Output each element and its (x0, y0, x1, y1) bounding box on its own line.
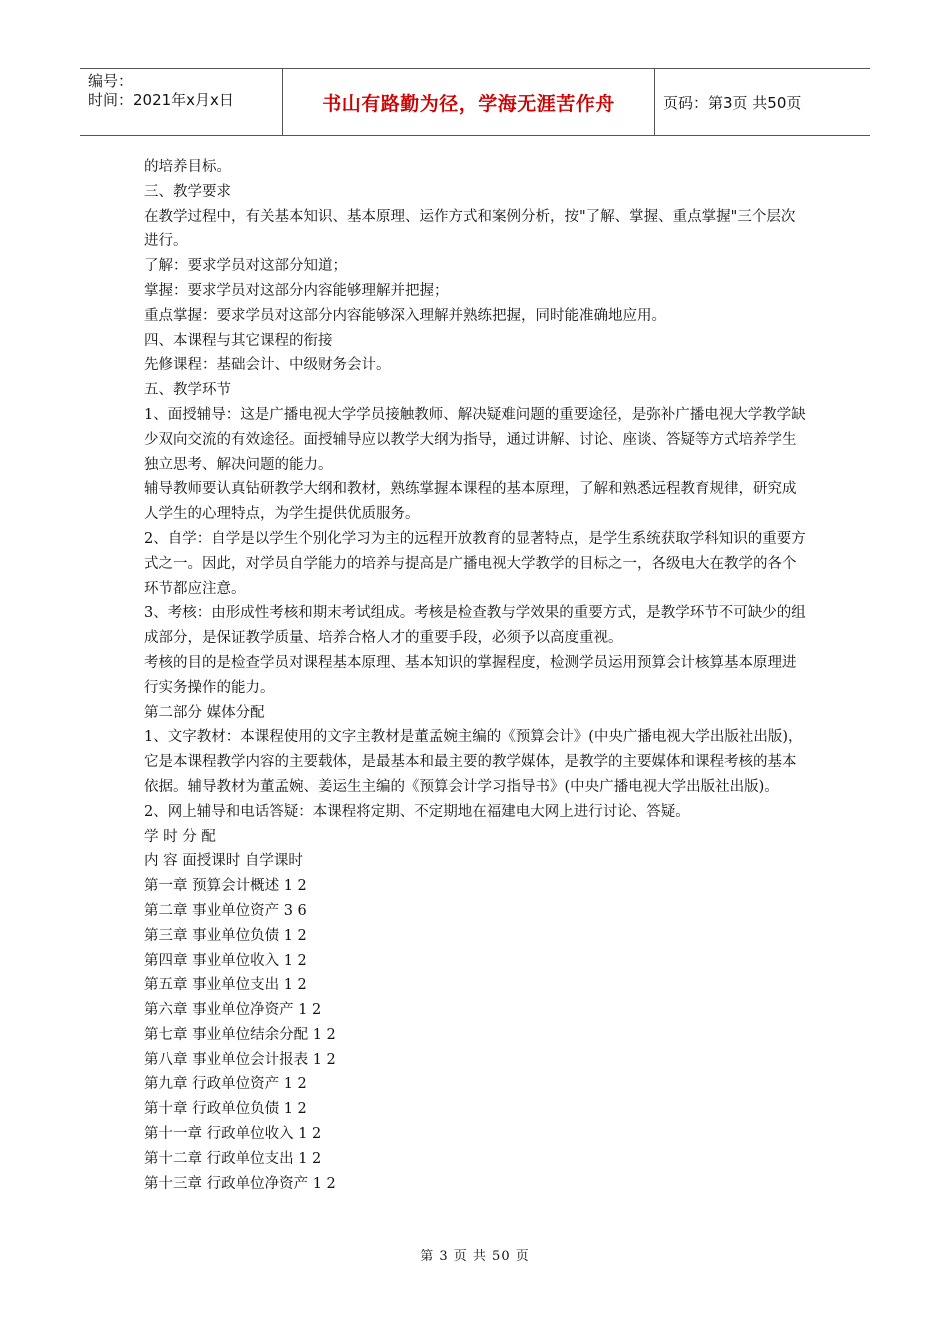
chapter-line: 第一章 预算会计概述 1 2 (144, 878, 307, 895)
chapter-line: 第四章 事业单位收入 1 2 (144, 952, 307, 969)
paragraph: 先修课程：基础会计、中级财务会计。 (144, 357, 391, 374)
chapter-line: 第九章 行政单位资产 1 2 (144, 1076, 307, 1093)
chapter-line: 第五章 事业单位支出 1 2 (144, 977, 307, 994)
paragraph: 掌握：要求学员对这部分内容能够理解并把握； (144, 282, 449, 299)
document-body (144, 155, 809, 1196)
paragraph: 1、面授辅导：这是广播电视大学学员接触教师、解决疑难问题的重要途径，是弥补广播电视大学教学缺少双向交流的有效途径。面授辅导应以教学大纲为指导，通过讲解、讨论、座谈、答疑等方式培养学生独立思考、解决问题的能力。 (144, 406, 806, 473)
chapter-line: 第二章 事业单位资产 3 6 (144, 902, 307, 919)
paragraph: 2、网上辅导和电话答疑：本课程将定期、不定期地在福建电大网上进行讨论、答疑。 (144, 803, 690, 820)
section-heading: 五、教学环节 (144, 382, 231, 399)
section-heading: 第二部分 媒体分配 (144, 704, 265, 721)
chapter-line: 第六章 事业单位净资产 1 2 (144, 1002, 322, 1019)
paragraph: 辅导教师要认真钻研教学大纲和教材，熟练掌握本课程的基本原理，了解和熟悉远程教育规律，研究成人学生的心理特点，为学生提供优质服务。 (144, 481, 797, 523)
serial-number-label: 编号： (88, 72, 134, 90)
header-page-info: 页码：第3页 共50页 (663, 93, 802, 112)
section-heading: 四、本课程与其它课程的衔接 (144, 332, 333, 349)
chapter-line: 第七章 事业单位结余分配 1 2 (144, 1026, 336, 1043)
paragraph: 在教学过程中，有关基本知识、基本原理、运作方式和案例分析，按"了解、掌握、重点掌握"三个层次进行。 (144, 208, 796, 250)
paragraph: 的培养目标。 (144, 159, 231, 175)
header-motto: 书山有路勤为径，学海无涯苦作舟 (283, 69, 655, 135)
section-heading: 三、教学要求 (144, 183, 231, 200)
paragraph: 了解：要求学员对这部分知道； (144, 258, 347, 275)
chapter-line: 第十章 行政单位负债 1 2 (144, 1101, 307, 1118)
paragraph: 3、考核：由形成性考核和期末考试组成。考核是检查教与学效果的重要方式，是教学环节不可缺少的组成部分，是保证教学质量、培养合格人才的重要手段，必须予以高度重视。 (144, 605, 806, 647)
paragraph: 2、自学：自学是以学生个别化学习为主的远程开放教育的显著特点，是学生系统获取学科知识的重要方式之一。因此，对学员自学能力的培养与提高是广播电视大学教学的目标之一，各级电大在教学的各个环节都应注意。 (144, 530, 806, 597)
header-meta (80, 69, 283, 135)
table-header-line: 内 容 面授课时 自学课时 (144, 853, 303, 870)
paragraph: 重点掌握：要求学员对这部分内容能够深入理解并熟练把握，同时能准确地应用。 (144, 307, 666, 324)
chapter-line: 第八章 事业单位会计报表 1 2 (144, 1051, 336, 1068)
section-heading: 学 时 分 配 (144, 828, 216, 845)
chapter-line: 第三章 事业单位负债 1 2 (144, 927, 307, 944)
page-header (80, 68, 870, 136)
page-footer: 第 3 页 共 50 页 (420, 1249, 530, 1264)
chapter-line: 第十二章 行政单位支出 1 2 (144, 1150, 322, 1167)
paragraph: 考核的目的是检查学员对课程基本原理、基本知识的掌握程度，检测学员运用预算会计核算基本原理进行实务操作的能力。 (144, 654, 797, 696)
chapter-line: 第十一章 行政单位收入 1 2 (144, 1126, 322, 1143)
date-label: 时间：2021年x月x日 (88, 91, 234, 109)
chapter-line: 第十三章 行政单位净资产 1 2 (144, 1175, 336, 1192)
paragraph: 1、文字教材：本课程使用的文字主教材是董孟婉主编的《预算会计》(中央广播电视大学出版社出版)，它是本课程教学内容的主要载体，是最基本和最主要的教学媒体，是教学的主要媒体和课程考核的基本依据。辅导教材为董孟婉、姜运生主编的《预算会计学习指导书》(中央广播电视大学出版社出版)。 (144, 729, 803, 795)
